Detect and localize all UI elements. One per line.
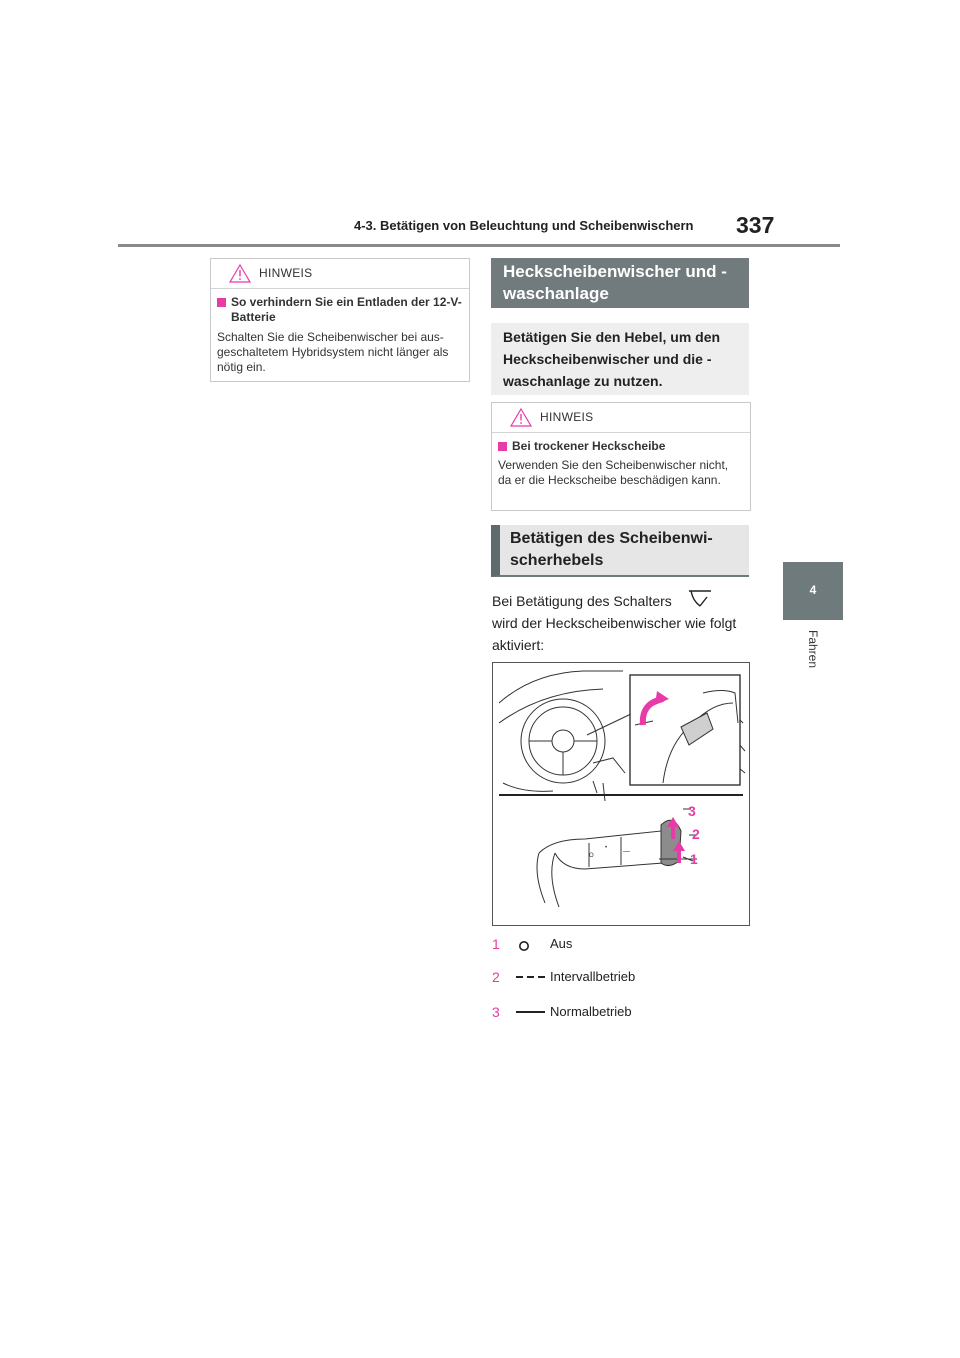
para-line-2: wird der Heckscheibenwischer wie folgt [492, 615, 737, 631]
note-subheading: Bei trockener Heckscheibe [498, 439, 744, 454]
para-line-1: Bei Betätigung des Schalters [492, 590, 754, 612]
bullet-square-icon [498, 442, 507, 451]
legend-label: Normalbetrieb [550, 1004, 632, 1019]
note-content [211, 289, 469, 381]
warning-icon [229, 264, 251, 283]
section-header-lever: Betätigen des Scheibenwi- scherhebels [491, 525, 749, 577]
para-line-3: aktiviert: [492, 637, 545, 653]
warning-icon [510, 408, 532, 427]
note-heading: HINWEIS [540, 410, 594, 424]
lever-paragraph [492, 590, 754, 656]
note-box-battery [210, 258, 470, 382]
section-intro: Betätigen Sie den Hebel, um den Heckscheibenwischer und die -waschanlage zu nutzen. [491, 323, 749, 395]
svg-text:•: • [605, 845, 608, 851]
note-subheading: So verhindern Sie ein Entladen der 12-V-Batterie [217, 295, 463, 325]
legend-number: 3 [492, 1004, 500, 1020]
note-header [211, 259, 469, 289]
note-text: Schalten Sie die Scheibenwischer bei aus- geschaltetem Hybridsystem nicht länger als nötig ein. [217, 330, 449, 374]
header-divider [118, 244, 840, 247]
lever-illustration [492, 662, 750, 926]
chapter-number: 4 [809, 583, 817, 597]
chapter-label [806, 630, 820, 690]
callout-2: 2 [692, 826, 700, 842]
note-content [492, 433, 750, 494]
legend-label: Intervallbetrieb [550, 969, 636, 984]
note-heading: HINWEIS [259, 266, 313, 280]
lever-illustration-drawing [493, 663, 749, 925]
off-circle-icon [518, 940, 530, 952]
bullet-square-icon [217, 298, 226, 307]
section-header-rear-wiper: Heckscheibenwischer und -waschanlage [491, 258, 749, 308]
note-header [492, 403, 750, 433]
note-box-dry-window [491, 402, 751, 511]
svg-text:—: — [623, 848, 630, 855]
legend-number: 2 [492, 969, 500, 985]
legend-number: 1 [492, 936, 500, 952]
legend-label: Aus [550, 936, 573, 951]
page-number: 337 [736, 212, 775, 238]
note-text: Verwenden Sie den Scheibenwischer nicht, da er die Heckscheibe beschädigen kann. [498, 458, 729, 487]
rear-wiper-icon [688, 588, 712, 610]
dashed-line-icon [516, 973, 546, 983]
svg-text:O: O [589, 853, 594, 859]
section-title: 4-3. Betätigen von Beleuchtung und Scheibenwischern [354, 218, 694, 233]
callout-3: 3 [688, 803, 696, 819]
chapter-label-text: Fahren [806, 630, 820, 669]
solid-line-icon [516, 1008, 546, 1018]
callout-1: 1 [690, 851, 698, 867]
